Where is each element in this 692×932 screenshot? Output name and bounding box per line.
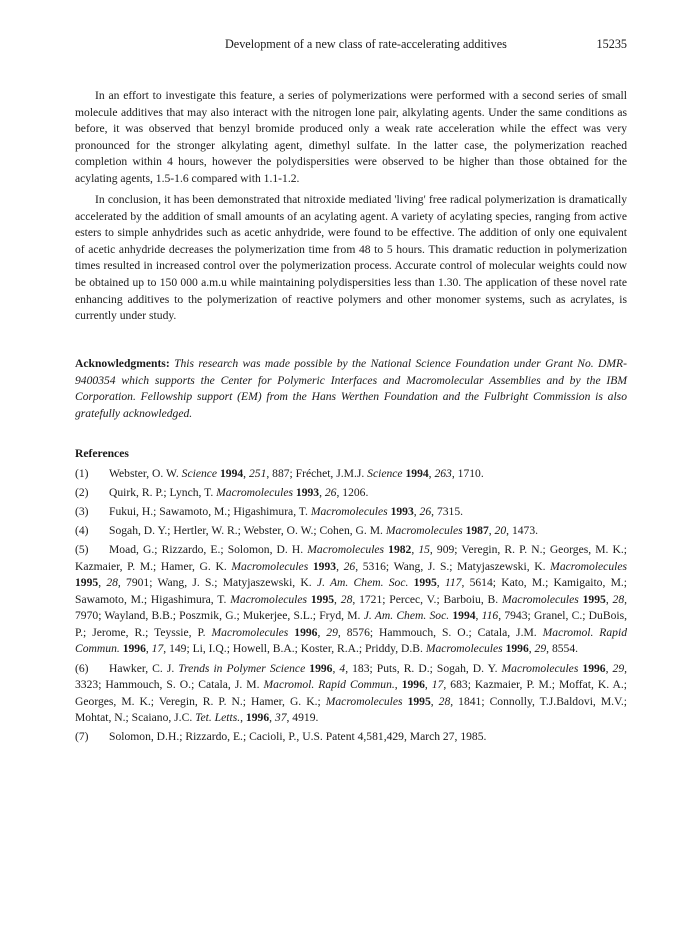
reference-text: , 909; Veregin, R. P. N.; Georges, M. K.; Kazmaier, P. M.; Hamer, G. K. bbox=[75, 543, 627, 573]
reference-text: , 8576; Hammouch, S. O.; Catala, J.M. bbox=[337, 625, 543, 639]
reference-text: 26 bbox=[324, 485, 337, 499]
reference-list bbox=[75, 466, 627, 746]
reference-text: , bbox=[436, 576, 445, 590]
reference-text: 29 bbox=[534, 642, 547, 656]
reference-text: , bbox=[317, 625, 327, 639]
reference-text: , bbox=[336, 559, 344, 573]
reference-text: , bbox=[334, 592, 341, 606]
reference-text: , 183; Puts, R. D.; Sogah, D. Y. bbox=[345, 661, 502, 675]
reference-text: Macromolecules bbox=[231, 559, 309, 573]
reference-number: (1) bbox=[75, 466, 89, 480]
reference-text: Macromolecules bbox=[325, 694, 403, 708]
reference-text: , bbox=[319, 485, 325, 499]
reference-text: , bbox=[411, 543, 419, 557]
references-heading: References bbox=[75, 447, 129, 460]
reference-number: (3) bbox=[75, 504, 89, 518]
reference-text: , 4919. bbox=[286, 711, 319, 725]
reference-text: , bbox=[413, 504, 420, 518]
reference-text: Macromolecules bbox=[216, 485, 293, 499]
reference-text: Macromolecules bbox=[501, 592, 579, 606]
reference-text: Sogah, D. Y.; Hertler, W. R.; Webster, O. W.; Cohen, G. M. bbox=[109, 523, 386, 537]
reference-text: , bbox=[605, 592, 613, 606]
reference-number: (5) bbox=[75, 543, 89, 557]
reference-text: Hawker, C. J. bbox=[109, 661, 179, 675]
reference-text: 17 bbox=[151, 642, 164, 656]
reference-text: , 887; Fréchet, J.M.J. bbox=[266, 466, 368, 480]
reference-text: 28 bbox=[106, 576, 118, 590]
reference-text: , 7943; Granel, C.; DuBois, P.; Jerome, R.; Teyssie, P. bbox=[75, 609, 628, 639]
reference-text: Moad, G.; Rizzardo, E.; Solomon, D. H. bbox=[109, 543, 308, 557]
reference-item bbox=[75, 729, 627, 746]
reference-number: (2) bbox=[75, 485, 89, 499]
reference-text: , 1206. bbox=[336, 485, 369, 499]
reference-text: 1996 bbox=[294, 625, 318, 639]
page-number: 15235 bbox=[596, 37, 627, 51]
running-title: Development of a new class of rate-accelerating additives bbox=[225, 37, 507, 51]
reference-text: , bbox=[394, 678, 402, 692]
paragraph-conclusion: In conclusion, it has been demonstrated that nitroxide mediated 'living' free radical polymerization is dramatically accelerated by the addition of small amounts of an acylating agent. A variety of acylating species, ranging from active esters to simple anhydrides such as acetic anhydride, were found to be effective. The addition of only one equivalent of acetic anhydride decreases the polymerization time from 48 to 5 hours. This dramatic reduction in polymerization times resulted in increased control over the polymerization process. Accurate control of molecular weights could now be obtained up to 150 000 a.m.u while maintaining polydispersities less than 1.30. The application of these novel rate enhancing additives to the polymerization of reactive polymers and other monomer systems, such as acrylates, is currently under study. bbox=[75, 193, 627, 323]
reference-text: 4 bbox=[339, 661, 346, 675]
reference-text: Macromol. Rapid Commun. bbox=[75, 625, 627, 656]
reference-text: J. Am. Chem. Soc. bbox=[363, 609, 450, 623]
reference-text: 15 bbox=[418, 543, 430, 557]
reference-text: 1987 bbox=[465, 523, 489, 537]
reference-text: , 5316; Wang, J. S.; Matyjaszewski, K. bbox=[355, 559, 551, 573]
reference-text: 1993 bbox=[295, 485, 320, 499]
reference-text: 1995 bbox=[407, 694, 431, 708]
reference-text: 1982 bbox=[388, 543, 412, 557]
reference-text: , 1841; Connolly, T.J.Baldovi, M.V.; Mohtat, N.; Scaiano, J.C. bbox=[75, 694, 628, 725]
reference-text: , bbox=[430, 694, 439, 708]
reference-text: Macromolecules bbox=[307, 543, 385, 557]
reference-text: , bbox=[488, 523, 495, 537]
reference-text: , bbox=[269, 711, 275, 725]
reference-text: , 7315. bbox=[431, 504, 464, 518]
reference-item bbox=[75, 523, 627, 540]
reference-text: , 1710. bbox=[451, 466, 484, 480]
reference-text: , 8554. bbox=[546, 642, 579, 656]
reference-text: , bbox=[528, 642, 535, 656]
reference-text: , bbox=[332, 661, 340, 675]
reference-text: Science bbox=[181, 466, 218, 480]
reference-text: 1994 bbox=[219, 466, 244, 480]
reference-text: , 7901; Wang, J. S.; Matyjaszewski, K. bbox=[117, 576, 317, 590]
reference-text: 1994 bbox=[452, 609, 476, 623]
reference-text: Science bbox=[367, 466, 403, 480]
reference-text: Macromolecules bbox=[211, 625, 289, 639]
reference-text: 117 bbox=[444, 576, 462, 590]
reference-text: 37 bbox=[274, 711, 287, 725]
paragraph-alkylating-agents: In an effort to investigate this feature, a series of polymerizations were performed with a second series of small molecule additives that may also interact with the nitrogen lone pair, alkylating agents. Under the same conditions as before, it was observed that benzyl bromide produced only a weak rate acceleration while the effect was very pronounced for the stronger alkylating agent, dimethyl sulfate. In the latter case, the polymerization reached completion within 4 hours, however the polydispersities were observed to be higher than those obtained for the acylating agents, 1.5-1.6 compared with 1.1-1.2. bbox=[75, 89, 627, 185]
reference-text: , 3323; Hammouch, S. O.; Catala, J. M. bbox=[75, 661, 628, 692]
reference-text: J. Am. Chem. Soc. bbox=[316, 576, 409, 590]
reference-text: 28 bbox=[438, 694, 451, 708]
reference-text: , 5614; Kato, M.; Kamigaito, M.; Sawamoto, M.; Higashimura, T. bbox=[75, 576, 628, 606]
acknowledgments-label: Acknowledgments: bbox=[75, 357, 170, 370]
acknowledgments bbox=[75, 356, 627, 422]
reference-text: , bbox=[428, 466, 435, 480]
reference-text: 1996 bbox=[505, 642, 529, 656]
reference-text: , 1473. bbox=[506, 523, 539, 537]
reference-text: 251 bbox=[248, 466, 267, 480]
reference-text: 1993 bbox=[390, 504, 414, 518]
reference-text: Macromolecules bbox=[550, 559, 628, 573]
reference-text: , 7970; Wayland, B.B.; Poszmik, G.; Mukerjee, S.L.; Fryd, M. bbox=[75, 592, 628, 623]
reference-text: Quirk, R. P.; Lynch, T. bbox=[109, 485, 217, 499]
reference-text: 263 bbox=[434, 466, 452, 480]
reference-text: 1995 bbox=[413, 576, 437, 590]
reference-number: (4) bbox=[75, 523, 89, 537]
reference-item bbox=[75, 542, 627, 658]
reference-item bbox=[75, 466, 627, 483]
reference-text: Macromolecules bbox=[310, 504, 388, 518]
reference-number: (6) bbox=[75, 661, 89, 675]
reference-text: , bbox=[605, 661, 613, 675]
reference-text: , 683; Kazmaier, P. M.; Moffat, K. A.; Georges, M. K.; Veregin, R. P. N.; Hamer, G. K.; bbox=[75, 678, 628, 708]
reference-text: 17 bbox=[431, 678, 444, 692]
reference-text: , 149; Li, I.Q.; Howell, B.A.; Koster, R.A.; Priddy, D.B. bbox=[163, 642, 426, 656]
reference-text: Solomon, D.H.; Rizzardo, E.; Cacioli, P., U.S. Patent 4,581,429, March 27, 1985. bbox=[109, 730, 487, 744]
reference-text: 28 bbox=[612, 592, 625, 606]
reference-text: Webster, O. W. bbox=[109, 466, 182, 480]
reference-text: Macromolecules bbox=[230, 592, 308, 606]
body-text bbox=[75, 88, 627, 325]
reference-text: 1993 bbox=[312, 559, 337, 573]
reference-text: , bbox=[243, 466, 249, 480]
reference-text: 28 bbox=[340, 592, 353, 606]
reference-text: 20 bbox=[494, 523, 507, 537]
reference-text: , bbox=[145, 642, 152, 656]
reference-text: 1996 bbox=[582, 661, 606, 675]
references-section bbox=[75, 446, 627, 746]
reference-text: Macromolecules bbox=[501, 661, 579, 675]
reference-text: , 1721; Percec, V.; Barboiu, B. bbox=[352, 592, 502, 606]
reference-text: Tet. Letts. bbox=[195, 711, 241, 725]
reference-item bbox=[75, 661, 627, 727]
reference-text: 26 bbox=[419, 504, 432, 518]
reference-text: 116 bbox=[481, 609, 499, 623]
reference-text: 1996 bbox=[245, 711, 270, 725]
reference-item bbox=[75, 504, 627, 521]
reference-text: 29 bbox=[326, 625, 338, 639]
reference-text: , bbox=[475, 609, 482, 623]
reference-text: Macromolecules bbox=[425, 642, 503, 656]
reference-text: Trends in Polymer Science bbox=[178, 661, 306, 675]
reference-text: 1996 bbox=[401, 678, 425, 692]
reference-text: 26 bbox=[343, 559, 356, 573]
reference-text: 1995 bbox=[310, 592, 335, 606]
reference-text: Fukui, H.; Sawamoto, M.; Higashimura, T. bbox=[109, 504, 311, 518]
reference-text: , bbox=[98, 576, 107, 590]
reference-text: , bbox=[424, 678, 432, 692]
reference-text: 29 bbox=[612, 661, 625, 675]
reference-number: (7) bbox=[75, 730, 89, 744]
reference-item bbox=[75, 485, 627, 502]
reference-text: 1996 bbox=[122, 642, 146, 656]
acknowledgments-text: This research was made possible by the National Science Foundation under Grant No. DMR-9400354 which supports the Center for Polymeric Interfaces and Macromolecular Assemblies and by the IBM Corporation. Fellowship support (EM) from the Hans Werthen Foundation and the Fulbright Commission is also gratefully acknowledged. bbox=[75, 357, 627, 420]
reference-text: 1995 bbox=[75, 576, 99, 590]
reference-text: 1994 bbox=[405, 466, 429, 480]
reference-text: , bbox=[240, 711, 246, 725]
reference-text: 1996 bbox=[309, 661, 333, 675]
reference-text: Macromol. Rapid Commun. bbox=[263, 678, 395, 692]
reference-text: 1995 bbox=[582, 592, 606, 606]
reference-text: Macromolecules bbox=[385, 523, 463, 537]
